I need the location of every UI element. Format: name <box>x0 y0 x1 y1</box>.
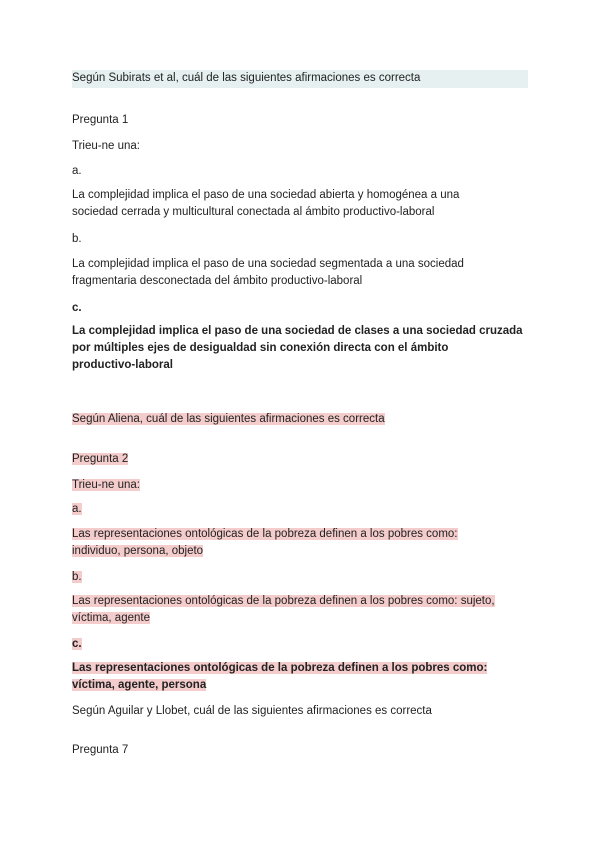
option-a-text: Las representaciones ontológicas de la pobreza definen a los pobres como: <box>72 528 458 540</box>
option-b-text-line <box>72 610 150 627</box>
option-c-letter <box>72 636 82 653</box>
option-a-text: individuo, persona, objeto <box>72 545 204 557</box>
option-b-letter-text: b. <box>72 571 82 583</box>
option-b-text-line <box>72 593 495 610</box>
option-a-text-line <box>72 543 203 560</box>
option-c-text-line <box>72 660 487 677</box>
option-a-letter-text: a. <box>72 503 82 515</box>
option-c-text-line <box>72 677 206 694</box>
option-b-text: víctima, agente <box>72 612 150 624</box>
option-c-text-line: por múltiples ejes de desigualdad sin conexión directa con el ámbito <box>72 342 449 354</box>
option-c-text: Las representaciones ontológicas de la pobreza definen a los pobres como: <box>72 662 488 674</box>
option-c-text: víctima, agente, persona <box>72 679 207 691</box>
question-prompt: Trieu-ne una: <box>72 140 140 152</box>
option-c-text-line: La complejidad implica el paso de una sociedad de clases a una sociedad cruzada <box>72 325 523 337</box>
option-c-text-line: productivo-laboral <box>72 359 173 371</box>
option-a-text-line <box>72 526 458 543</box>
option-b-letter <box>72 569 82 586</box>
option-a-text-line: La complejidad implica el paso de una sociedad abierta y homogénea a una <box>72 189 460 201</box>
question-intro <box>72 411 385 428</box>
option-b-text-line: La complejidad implica el paso de una sociedad segmentada a una sociedad <box>72 258 464 270</box>
question-intro-text: Según Aliena, cuál de las siguientes afirmaciones es correcta <box>72 413 385 425</box>
question-prompt-text: Trieu-ne una: <box>72 479 140 491</box>
option-c-letter-text: c. <box>72 638 82 650</box>
option-b-text: Las representaciones ontológicas de la pobreza definen a los pobres como: sujeto, <box>72 595 495 607</box>
option-a-letter: a. <box>72 165 82 177</box>
option-a-letter <box>72 501 82 518</box>
question-label-text: Pregunta 2 <box>72 453 129 465</box>
question-label <box>72 451 128 468</box>
question-label: Pregunta 1 <box>72 114 129 126</box>
question-label: Pregunta 7 <box>72 744 129 756</box>
question-prompt <box>72 477 140 494</box>
option-a-text-line: sociedad cerrada y multicultural conectada al ámbito productivo-laboral <box>72 206 435 218</box>
question-intro: Según Aguilar y Llobet, cuál de las siguientes afirmaciones es correcta <box>72 705 432 717</box>
question-intro: Según Subirats et al, cuál de las siguientes afirmaciones es correcta <box>72 72 421 84</box>
option-c-letter: c. <box>72 302 82 314</box>
option-b-letter: b. <box>72 233 82 245</box>
option-b-text-line: fragmentaria desconectada del ámbito productivo-laboral <box>72 275 363 287</box>
